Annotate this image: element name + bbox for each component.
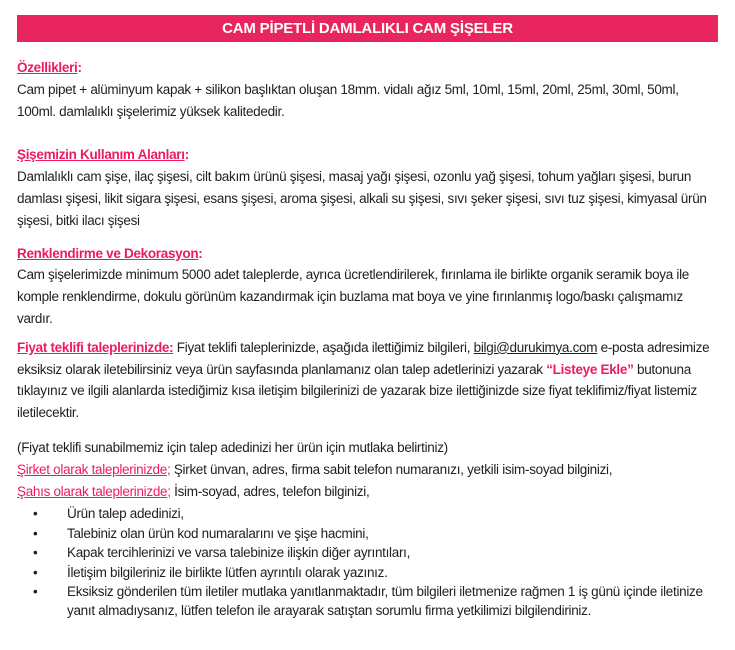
email-link[interactable]: bilgi@durukimya.com — [473, 339, 598, 355]
section-talep-bilgileri — [17, 437, 718, 502]
section-heading-renklendirme — [17, 243, 718, 265]
section-ozellikleri — [17, 57, 718, 122]
fiyat-text-1: Fiyat teklifi taleplerinizde, aşağıda ilettiğimiz bilgileri, — [173, 339, 474, 355]
list-item: • Eksiksiz gönderilen tüm iletiler mutlaka yanıtlanmaktadır, tüm bilgileri iletmenize rağmen 1 iş günü içinde iletinize yanıt almadıysanız, lütfen telefon ile arayarak satıştan sorumlu firma yetkilimizi bilgilendiriniz. — [17, 582, 718, 621]
section-renklendirme — [17, 243, 718, 330]
heading-text: Özellikleri — [17, 60, 78, 75]
heading-colon: : — [184, 147, 189, 163]
sirket-label: Şirket olarak taleplerinizde — [17, 461, 167, 477]
sirket-text: Şirket ünvan, adres, firma sabit telefon numaranızı, yetkili isim-soyad bilginizi, — [170, 461, 613, 477]
section-heading-ozellikleri — [17, 57, 718, 79]
sirket-line — [17, 459, 718, 481]
sahis-text: İsim-soyad, adres, telefon bilginizi, — [170, 483, 370, 499]
paragraph-fiyat — [17, 337, 718, 424]
heading-colon: : — [198, 245, 203, 261]
sirket-semicolon: ; — [166, 461, 171, 477]
list-item: • Kapak tercihlerinizi ve varsa talebinize ilişkin diğer ayrıntıları, — [17, 543, 718, 562]
page-title: CAM PİPETLİ DAMLALIKLI CAM ŞİŞELER — [222, 20, 513, 37]
document-page — [0, 15, 735, 650]
note-line: (Fiyat teklifi sunabilmemiz için talep adedinizi her ürün için mutlaka belirtiniz) — [17, 439, 448, 455]
list-item: • İletişim bilgileriniz ile birlikte lütfen ayrıntılı olarak yazınız. — [17, 563, 718, 582]
section-fiyat-teklifi — [17, 337, 718, 424]
list-item: • Talebiniz olan ürün kod numaralarını ve şişe hacmini, — [17, 524, 718, 543]
fiyat-text-2: e-posta adresimize eksiksiz olarak iletebilirsiniz veya ürün sayfasında planlamanız olan talep adetlerinizi yazarak — [17, 339, 710, 377]
listeye-ekle-reference: “Listeye Ekle” — [546, 361, 634, 377]
heading-text: Şişemizin Kullanım Alanları — [17, 147, 185, 163]
section-heading-kullanim — [17, 144, 718, 166]
content — [0, 42, 735, 621]
paragraph-renklendirme: Cam şişelerimizde minimum 5000 adet taleplerde, ayrıca ücretlendirilerek, fırınlama ile birlikte organik seramik boya ile komple renklendirme, dokulu görünüm kazandırmak için buzlama mat boya ve yine fırınlanmış logo/baskı çalışmamız vardır. — [17, 267, 689, 326]
title-bar — [17, 15, 718, 42]
heading-text: Renklendirme ve Dekorasyon — [17, 245, 199, 261]
paragraph-ozellikleri: Cam pipet + alüminyum kapak + silikon başlıktan oluşan 18mm. vidalı ağız 5ml, 10ml, 15ml, 20ml, 25ml, 30ml, 50ml, 100ml. damlalıklı şişelerimiz yüksek kalitededir. — [17, 81, 679, 119]
paragraph-kullanim: Damlalıklı cam şişe, ilaç şişesi, cilt bakım ürünü şişesi, masaj yağı şişesi, ozonlu yağ şişesi, tohum yağları şişesi, burun damlası şişesi, likit sigara şişesi, esans şişesi, aroma şişesi, alkali su şişesi, sıvı şeker şişesi, sıvı tuz şişesi, kimyasal ürün şişesi, bitki ilacı şişesi — [17, 169, 707, 228]
sahis-line — [17, 481, 718, 503]
fiyat-text-3: butonuna tıklayınız ve ilgili alanlarda istediğimiz kısa iletişim bilgilerinizi de yazarak bize ilettiğinizde size fiyat teklifimiz/fiyat listemiz iletilecektir. — [17, 361, 697, 421]
section-kullanim-alanlari — [17, 144, 718, 231]
sahis-label: Şahıs olarak taleplerinizde — [17, 483, 168, 499]
requirements-list — [17, 504, 718, 620]
list-item: • Ürün talep adedinizi, — [17, 504, 718, 523]
inline-heading-fiyat: Fiyat teklifi taleplerinizde: — [17, 339, 174, 355]
sahis-semicolon: ; — [167, 483, 171, 499]
heading-colon: : — [77, 60, 82, 75]
